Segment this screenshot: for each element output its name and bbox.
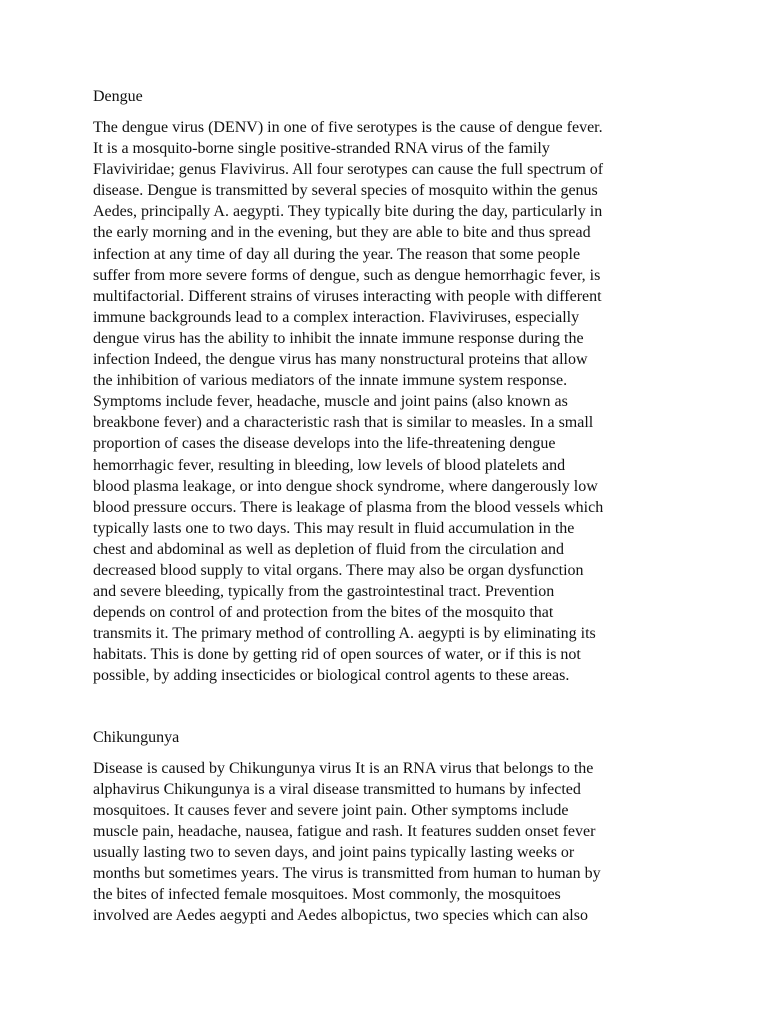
section-heading-dengue: Dengue xyxy=(93,88,143,105)
document-page xyxy=(93,86,673,926)
section-body-dengue: The dengue virus (DENV) in one of five serotypes is the cause of dengue fever. It is a mosquito-borne single positive-stranded RNA virus of the family Flaviviridae; genus Flavivirus. All four serotypes can cause the full spectrum of disease. Dengue is transmitted by several species of mosquito within the genus Aedes, principally A. aegypti. They typically bite during the day, particularly in the early morning and in the evening, but they are able to bite and thus spread infection at any time of day all during the year. The reason that some people suffer from more severe forms of dengue, such as dengue hemorrhagic fever, is multifactorial. Different strains of viruses interacting with people with different immune backgrounds lead to a complex interaction. Flaviviruses, especially dengue virus has the ability to inhibit the innate immune response during the infection Indeed, the dengue virus has many nonstructural proteins that allow the inhibition of various mediators of the innate immune system response. Symptoms include fever, headache, muscle and joint pains (also known as breakbone fever) and a characteristic rash that is similar to measles. In a small proportion of cases the disease develops into the life-threatening dengue hemorrhagic fever, resulting in bleeding, low levels of blood platelets and blood plasma leakage, or into dengue shock syndrome, where dangerously low blood pressure occurs. There is leakage of plasma from the blood vessels which typically lasts one to two days. This may result in fluid accumulation in the chest and abdominal as well as depletion of fluid from the circulation and decreased blood supply to vital organs. There may also be organ dysfunction and severe bleeding, typically from the gastrointestinal tract. Prevention depends on control of and protection from the bites of the mosquito that transmits it. The primary method of controlling A. aegypti is by eliminating its habitats. This is done by getting rid of open sources of water, or if this is not possible, by adding insecticides or biological control agents to these areas. xyxy=(93,119,604,685)
section-heading-chikungunya: Chikungunya xyxy=(93,728,180,746)
section-body-chikungunya: Disease is caused by Chikungunya virus It is an RNA virus that belongs to the alphavirus Chikungunya is a viral disease transmitted to humans by infected mosquitoes. It causes fever and severe joint pain. Other symptoms include muscle pain, headache, nausea, fatigue and rash. It features sudden onset fever usually lasting two to seven days, and joint pains typically lasting weeks or months but sometimes years. The virus is transmitted from human to human by the bites of infected female mosquitoes. Most commonly, the mosquitoes involved are Aedes aegypti and Aedes albopictus, two species which can also xyxy=(93,759,601,925)
